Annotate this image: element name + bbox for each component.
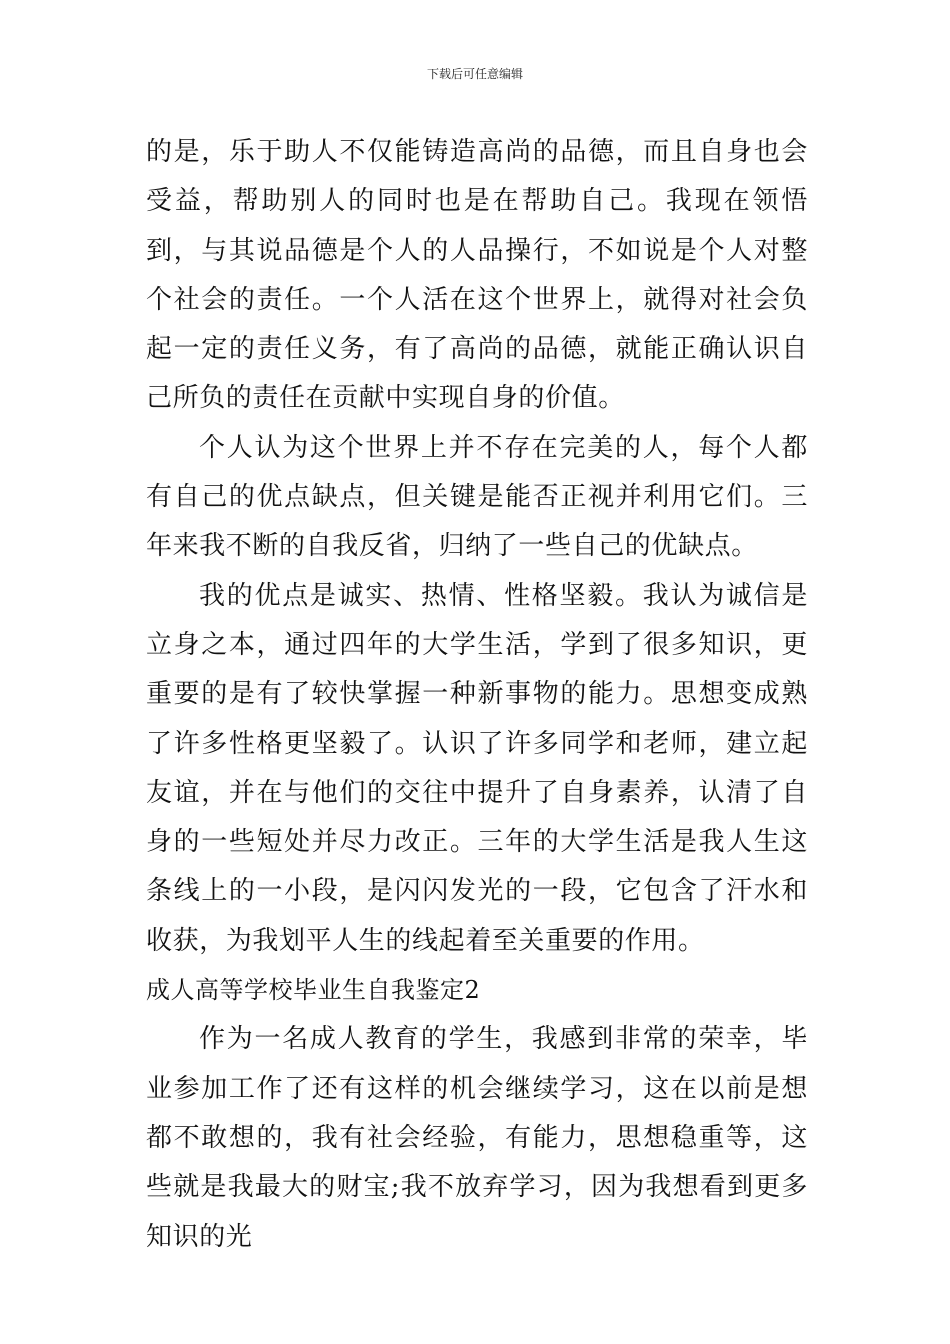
page-header-note: 下载后可任意编辑 bbox=[426, 67, 523, 81]
paragraph-imperfection: 个人认为这个世界上并不存在完美的人，每个人都有自己的优点缺点，但关键是能否正视并利用它们。三年来我不断的自我反省，归纳了一些自己的优缺点。 bbox=[146, 432, 808, 562]
paragraph-continued: 的是，乐于助人不仅能铸造高尚的品德，而且自身也会受益，帮助别人的同时也是在帮助自己。我现在领悟到，与其说品德是个人的人品操行，不如说是个人对整个社会的责任。一个人活在这个世界上，就得对社会负起一定的责任义务，有了高尚的品德，就能正确认识自己所负的责任在贡献中实现自身的价值。 bbox=[146, 137, 808, 414]
paragraph-adult-education: 作为一名成人教育的学生，我感到非常的荣幸，毕业参加工作了还有这样的机会继续学习，这在以前是想都不敢想的，我有社会经验，有能力，思想稳重等，这些就是我最大的财宝;我不放弃学习，因为我想看到更多知识的光 bbox=[146, 1024, 808, 1252]
paragraph-strengths: 我的优点是诚实、热情、性格坚毅。我认为诚信是立身之本，通过四年的大学生活，学到了很多知识，更重要的是有了较快掌握一种新事物的能力。思想变成熟了许多性格更坚毅了。认识了许多同学和老师，建立起友谊，并在与他们的交往中提升了自身素养，认清了自身的一些短处并尽力改正。三年的大学生活是我人生这条线上的一小段，是闪闪发光的一段，它包含了汗水和收获，为我划平人生的线起着至关重要的作用。 bbox=[146, 580, 808, 956]
document-body bbox=[146, 128, 808, 1262]
section-title: 成人高等学校毕业生自我鉴定2 bbox=[146, 976, 481, 1005]
